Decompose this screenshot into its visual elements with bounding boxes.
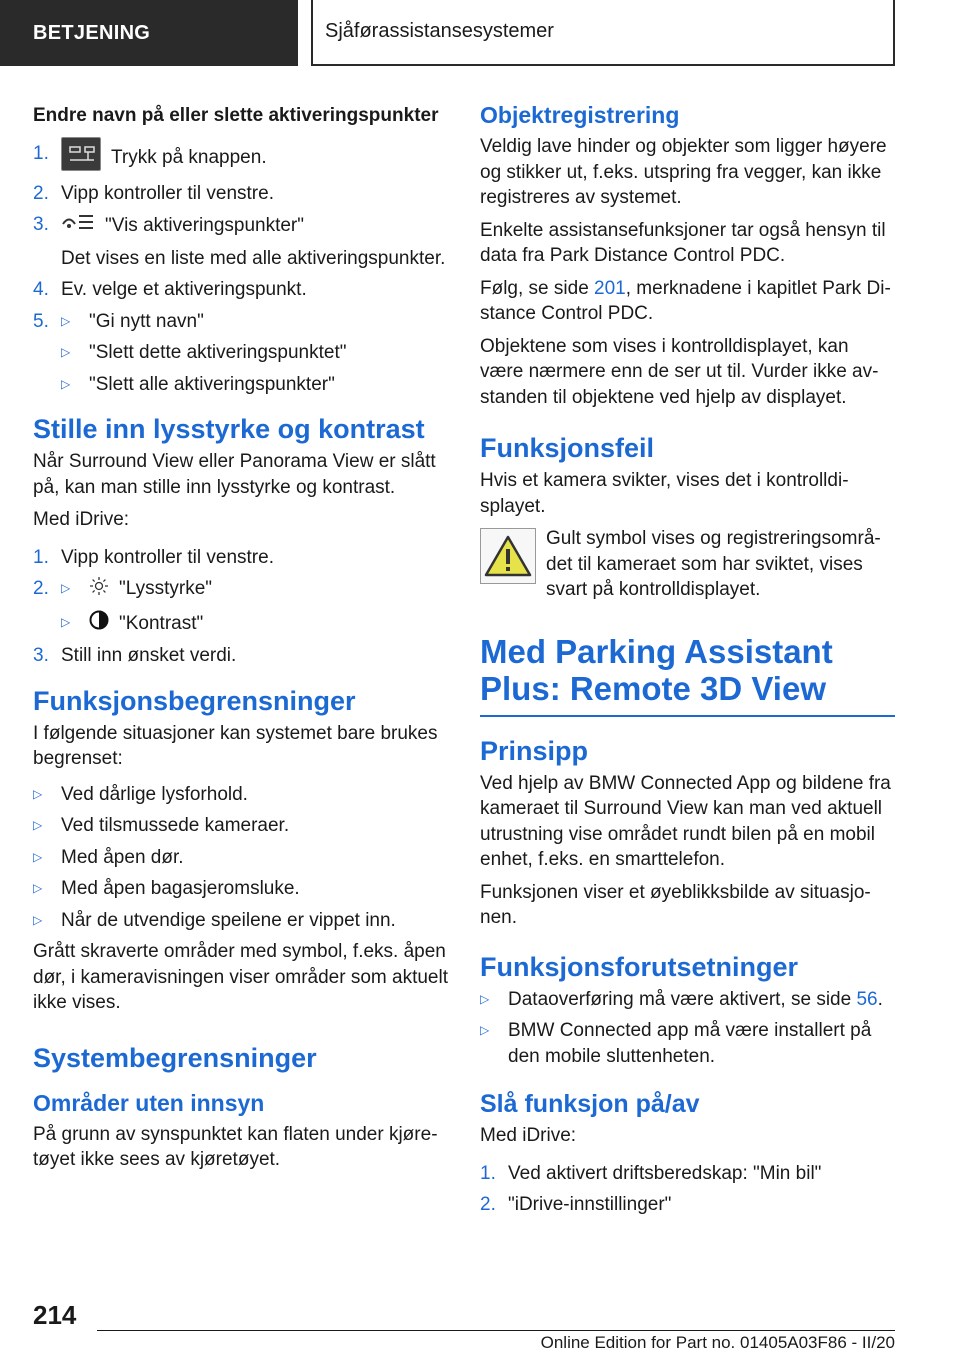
step-number: 1. bbox=[33, 546, 49, 568]
section-tab: BETJENING bbox=[0, 0, 298, 66]
step-text: Ev. velge et aktiveringspunkt. bbox=[61, 279, 307, 300]
list-item bbox=[33, 372, 453, 398]
main-heading: Med Parking Assistant Plus: Remote 3D View bbox=[480, 633, 895, 717]
sys-heading: Systembegrensninger bbox=[33, 1042, 317, 1073]
onoff-paragraph: Med iDrive: bbox=[480, 1125, 577, 1146]
chapter-title: Sjåførassistansesystemer bbox=[311, 0, 895, 66]
req-heading: Funksjonsforutsetninger bbox=[480, 951, 799, 982]
step-text: Vipp kontroller til venstre. bbox=[61, 182, 274, 204]
step-number: 4. bbox=[33, 279, 49, 300]
list-item-text: Når de utvendige speilene er vippet inn. bbox=[61, 909, 396, 931]
principle-paragraph-1: Ved hjelp av BMW Connected App og bildene fra kameraet til Surround View kan man ved aktuell utrustning vise området rundt bilen på en mobil enhet, f.eks. en smarttelefon. bbox=[480, 772, 891, 870]
blind-heading: Områder uten innsyn bbox=[33, 1089, 265, 1116]
step-item bbox=[33, 643, 453, 669]
list-item bbox=[33, 813, 453, 839]
list-item-text bbox=[508, 987, 895, 1013]
right-column bbox=[480, 100, 895, 1224]
step-item bbox=[33, 277, 453, 303]
list-item-text: Ved tilsmussede kameraer. bbox=[61, 815, 290, 836]
warning-text: Gult symbol vises og registreringsområdet til kameraet som har sviktet, vises svart på kontrolldisplayet. bbox=[546, 528, 881, 600]
req-text: Dataoverføring må være aktivert, se side bbox=[508, 988, 857, 1010]
step-number: 3. bbox=[33, 645, 49, 666]
list-item-text: "Slett alle aktiveringspunkter" bbox=[89, 373, 335, 395]
step-number: 2. bbox=[480, 1194, 496, 1215]
step-text: "Vis aktiveringspunkter" bbox=[105, 214, 305, 236]
principle-heading: Prinsipp bbox=[480, 735, 589, 766]
step-number: 1. bbox=[480, 1162, 496, 1184]
fail-heading: Funksjonsfeil bbox=[480, 433, 655, 463]
list-item bbox=[480, 987, 895, 1013]
principle-paragraph-2: Funksjonen viser et øyeblikksbilde av situasjonen. bbox=[480, 881, 871, 928]
step-number: 5. bbox=[33, 310, 49, 332]
bullet-triangle-icon: ▷ bbox=[33, 786, 43, 801]
rename-heading: Endre navn på eller slette aktiveringspunkter bbox=[33, 105, 439, 126]
list-item bbox=[33, 610, 453, 638]
brightness-heading: Stille inn lysstyrke og kontrast bbox=[33, 414, 425, 444]
step-item bbox=[33, 309, 453, 335]
list-item bbox=[33, 876, 453, 902]
step-text: "Lysstyrke" bbox=[119, 578, 213, 599]
brightness-paragraph: Når Surround View eller Panorama View er slått på, kan man stille inn lysstyrke og kontrast. bbox=[33, 451, 436, 498]
list-item-text: "Kontrast" bbox=[119, 612, 204, 634]
step-item bbox=[33, 545, 453, 571]
list-item bbox=[480, 1018, 895, 1069]
list-item-text: BMW Connected app må være installert på den mobile sluttenheten. bbox=[508, 1020, 872, 1067]
step-item bbox=[33, 181, 453, 207]
step-text: Still inn ønsket verdi. bbox=[61, 645, 237, 666]
step-text: Vipp kontroller til venstre. bbox=[61, 546, 274, 568]
brightness-idrive: Med iDrive: bbox=[33, 509, 130, 530]
step-subtext: Det vises en liste med alle aktiveringspunkter. bbox=[61, 247, 446, 269]
list-item bbox=[33, 782, 453, 808]
step-number: 2. bbox=[33, 578, 49, 599]
bullet-triangle-icon: ▷ bbox=[61, 313, 71, 328]
contrast-icon bbox=[89, 610, 109, 638]
fail-paragraph: Hvis et kamera svikter, vises det i kontrolldisplayet. bbox=[480, 470, 849, 517]
obj-text: , merknadene i kapitlet Park Distance Control PDC. bbox=[480, 277, 891, 324]
step-text: "iDrive-innstillinger" bbox=[508, 1194, 672, 1215]
limits-paragraph: I følgende situasjoner kan systemet bare brukes begrenset: bbox=[33, 722, 438, 769]
page-link-201[interactable]: 201 bbox=[594, 277, 626, 299]
step-item bbox=[480, 1161, 895, 1187]
step-text: Trykk på knappen. bbox=[111, 146, 267, 168]
blind-paragraph: På grunn av synspunktet kan flaten under kjøretøyet ikke sees av kjøretøyet. bbox=[33, 1123, 438, 1170]
page-header bbox=[0, 0, 960, 66]
warning-icon bbox=[480, 528, 536, 584]
page-number: 214 bbox=[33, 1300, 77, 1330]
bullet-triangle-icon: ▷ bbox=[33, 912, 43, 927]
camera-button-icon bbox=[61, 137, 101, 171]
onoff-heading: Slå funksjon på/av bbox=[480, 1090, 700, 1118]
step-text: Ved aktivert driftsberedskap: "Min bil" bbox=[508, 1162, 822, 1184]
list-item-text: Med åpen dør. bbox=[61, 846, 184, 868]
bullet-triangle-icon: ▷ bbox=[33, 881, 43, 895]
obj-text: Følg, se side bbox=[480, 277, 595, 299]
obj-paragraph-2: Enkelte assistansefunksjoner tar også hensyn til data fra Park Distance Control PDC. bbox=[480, 219, 886, 266]
step-number: 2. bbox=[33, 182, 49, 204]
list-item bbox=[33, 845, 453, 871]
obj-heading: Objektregistrering bbox=[480, 102, 680, 128]
list-item-text: "Slett dette aktiveringspunktet" bbox=[89, 342, 347, 363]
warning-note bbox=[480, 526, 895, 603]
step-text: "Gi nytt navn" bbox=[89, 310, 204, 332]
list-item-text: Med åpen bagasjeromsluke. bbox=[61, 878, 300, 899]
brightness-icon bbox=[89, 576, 109, 604]
step-number: 3. bbox=[33, 214, 49, 235]
step-item bbox=[33, 141, 453, 175]
bullet-triangle-icon: ▷ bbox=[33, 849, 43, 864]
footer-divider bbox=[97, 1330, 895, 1331]
list-item bbox=[33, 908, 453, 934]
req-text: . bbox=[877, 988, 883, 1010]
step-item bbox=[480, 1192, 895, 1218]
step-number: 1. bbox=[33, 142, 49, 164]
bullet-triangle-icon: ▷ bbox=[61, 614, 71, 629]
bullet-triangle-icon: ▷ bbox=[61, 345, 71, 359]
list-icon bbox=[61, 212, 95, 240]
obj-paragraph-1: Veldig lave hinder og objekter som ligger høyere og stikker ut, f.eks. utspring fra vegger, kan ikke registreres av systemet. bbox=[480, 136, 887, 208]
limits-note: Grått skraverte områder med symbol, f.eks. åpen dør, i kameravisningen viser områder som aktuelt ikke vises. bbox=[33, 941, 448, 1013]
list-item bbox=[33, 340, 453, 366]
page-link-56[interactable]: 56 bbox=[856, 988, 878, 1010]
bullet-triangle-icon: ▷ bbox=[33, 818, 43, 832]
bullet-triangle-icon: ▷ bbox=[61, 376, 71, 391]
left-column bbox=[33, 100, 453, 1180]
step-item bbox=[33, 212, 453, 271]
bullet-triangle-icon: ▷ bbox=[61, 581, 71, 595]
list-item-text: Ved dårlige lysforhold. bbox=[61, 783, 248, 805]
obj-paragraph-3 bbox=[480, 276, 895, 327]
edition-text: Online Edition for Part no. 01405A03F86 - II/20 bbox=[540, 1333, 895, 1352]
obj-paragraph-4: Objektene som vises i kontrolldisplayet, kan være nærmere enn de ser ut til. Vurder ikke avstanden til objektene ved hjelp av displayet. bbox=[480, 335, 879, 408]
bullet-triangle-icon: ▷ bbox=[480, 1023, 490, 1037]
bullet-triangle-icon: ▷ bbox=[480, 991, 490, 1006]
limits-heading: Funksjonsbegrensninger bbox=[33, 685, 356, 716]
step-item bbox=[33, 576, 453, 604]
